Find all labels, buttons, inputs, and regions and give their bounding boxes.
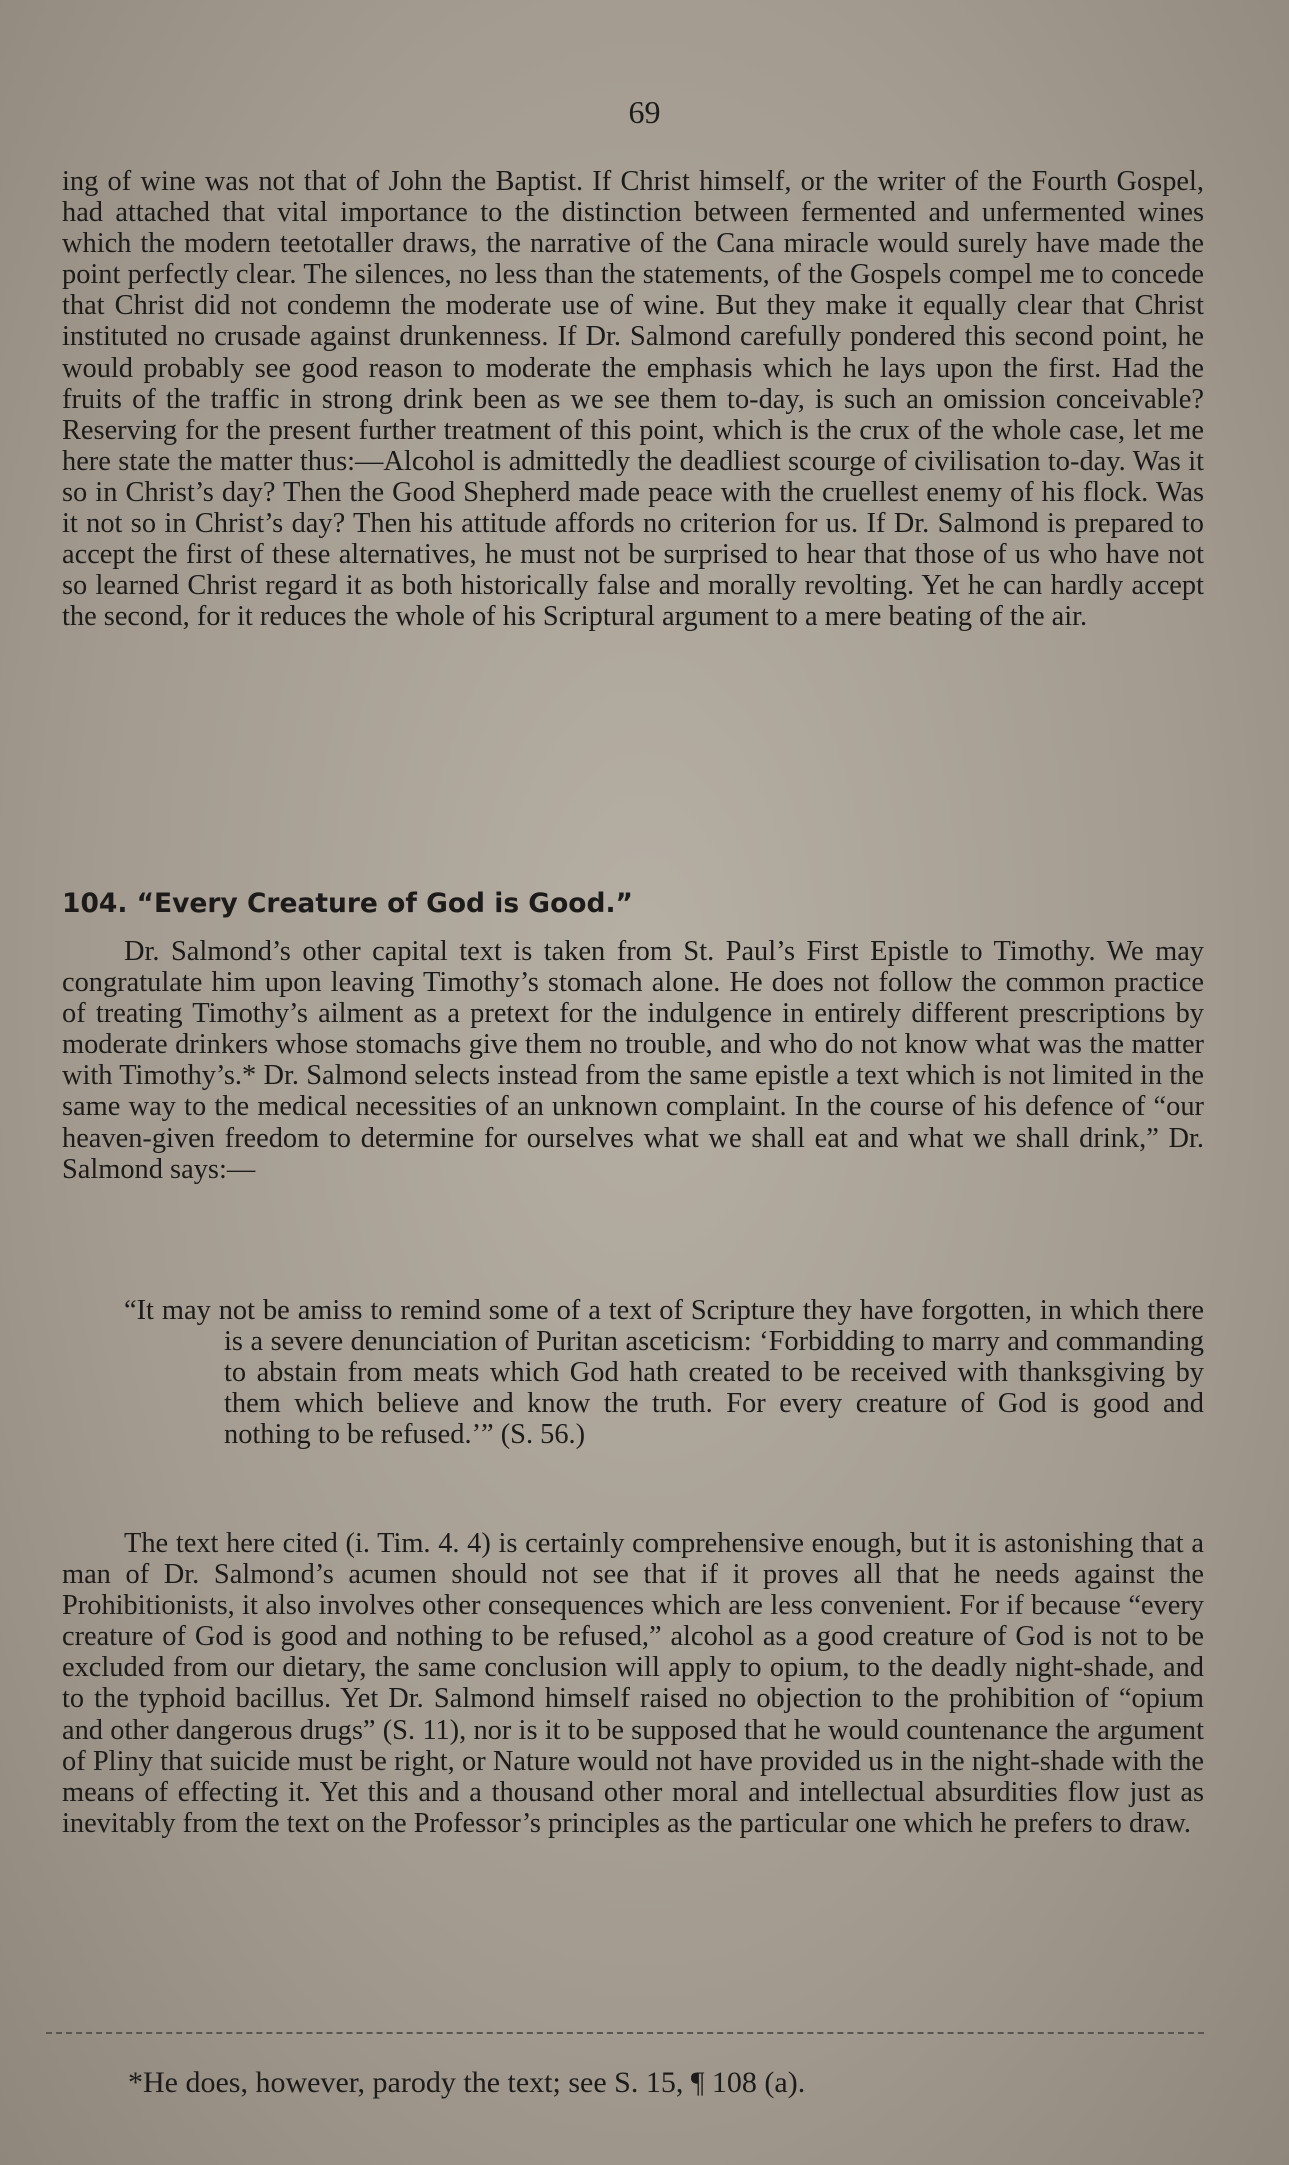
footnote: *He does, however, parody the text; see S. 15, ¶ 108 (a). — [128, 2066, 806, 2099]
paragraph-text: Dr. Salmond’s other capital text is taken from St. Paul’s First Epistle to Timothy. We may congratulate him upon leaving Timothy’s stomach alone. He does not follow the common practice of treating Timothy’s ailment as a pretext for the indulgence in entirely different prescriptions by moderate drinkers whose stomachs give them no trouble, and who do not know what was the matter with Timothy’s.* Dr. Salmond selects instead from the same epistle a text which is not limited in the same way to the medical necessities of an unknown complaint. In the course of his defence of “our heaven-given freedom to determine for ourselves what we shall eat and what we shall drink,” Dr. Salmond says:— — [62, 936, 1204, 1185]
section-heading: 104. “Every Creature of God is Good.” — [62, 888, 633, 919]
paragraph-commentary — [62, 1528, 1204, 1839]
paragraph-text: ing of wine was not that of John the Baptist. If Christ himself, or the writer of the Fourth Gospel, had attached that vital importance to the distinction between fermented and unfermented wines which the modern teetotaller draws, the narrative of the Cana miracle would surely have made the point perfectly clear. The silences, no less than the statements, of the Gospels compel me to concede that Christ did not condemn the moderate use of wine. But they make it equally clear that Christ instituted no crusade against drunkenness. If Dr. Salmond carefully pondered this second point, he would probably see good reason to moderate the emphasis which he lays upon the first. Had the fruits of the traffic in strong drink been as we see them to-day, is such an omission conceivable? Reserving for the present further treatment of this point, which is the crux of the whole case, let me here state the matter thus:—Alcohol is admittedly the deadliest scourge of civilisation to-day. Was it so in Christ’s day? Then the Good Shepherd made peace with the cruellest enemy of his flock. Was it not so in Christ’s day? Then his attitude affords no criterion for us. If Dr. Salmond is prepared to accept the first of these alternatives, he must not be surprised to hear that those of us who have not so learned Christ regard it as both historically false and morally revolting. Yet he can hardly accept the second, for it reduces the whole of his Scriptural argument to a mere beating of the air. — [62, 166, 1204, 633]
footnote-divider — [46, 2032, 1204, 2034]
block-quote — [124, 1295, 1204, 1450]
page-number: 69 — [628, 94, 661, 130]
paragraph-text: The text here cited (i. Tim. 4. 4) is certainly comprehensive enough, but it is astonishing that a man of Dr. Salmond’s acumen should not see that if it proves all that he needs against the Prohibitionists, it also involves other consequences which are less convenient. For if because “every creature of God is good and nothing to be refused,” alcohol as a good creature of God is not to be excluded from our dietary, the same conclusion will apply to opium, to the deadly night-shade, and to the typhoid bacillus. Yet Dr. Salmond himself raised no objection to the prohibition of “opium and other dangerous drugs” (S. 11), nor is it to be supposed that he would countenance the argument of Pliny that suicide must be right, or Nature would not have provided us in the night-shade with the means of effecting it. Yet this and a thousand other moral and intellectual absurdities flow just as inevitably from the text on the Professor’s principles as the particular one which he prefers to draw. — [62, 1528, 1204, 1839]
paragraph-continuation — [62, 166, 1204, 632]
quote-text: “It may not be amiss to remind some of a text of Scripture they have forgotten, in which there is a severe denunciation of Puritan asceticism: ‘Forbidding to marry and commanding to abstain from meats which God hath created to be received with thanksgiving by them which believe and know the truth. For every creature of God is good and nothing to be refused.’” (S. 56.) — [124, 1295, 1204, 1451]
paragraph-salmond-text — [62, 936, 1204, 1185]
